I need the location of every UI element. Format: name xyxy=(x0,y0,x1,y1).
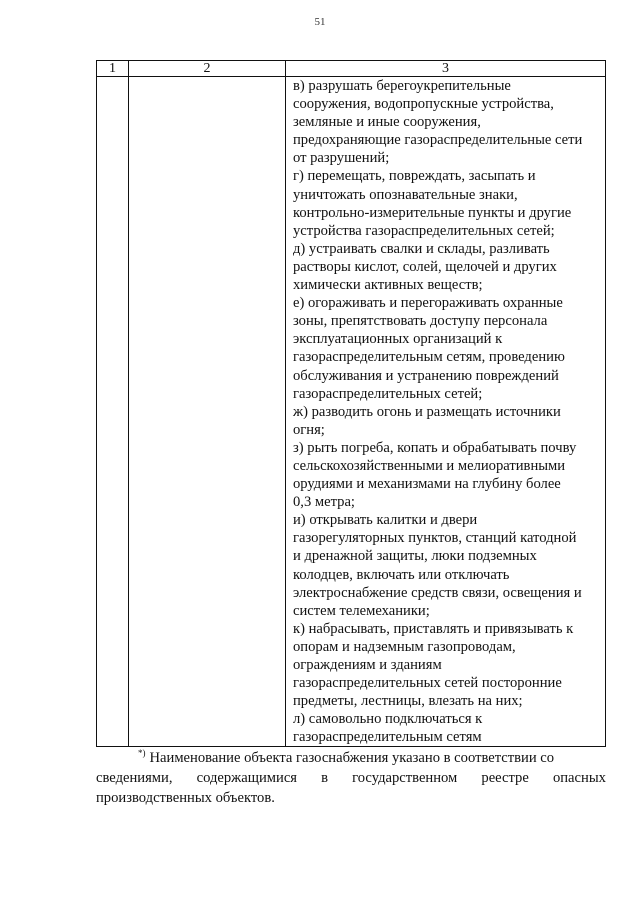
prohibitions-list xyxy=(286,77,605,746)
cell-col-3 xyxy=(286,77,606,747)
footnote-word: содержащимися xyxy=(196,770,298,786)
list-item: з) рыть погреба, копать и обрабатывать почву xyxy=(293,439,577,456)
list-item: г) перемещать, повреждать, засыпать и xyxy=(293,168,536,185)
list-item: сооружения, водопропускные устройства, xyxy=(293,96,554,113)
list-item: эксплуатационных организаций к xyxy=(293,331,503,348)
cell-col-1 xyxy=(97,77,129,747)
list-item: в) разрушать берегоукрепительные xyxy=(293,78,511,94)
list-item: колодцев, включать или отключать xyxy=(293,566,510,583)
header-col-3: 3 xyxy=(286,61,606,77)
page-number: 51 xyxy=(314,16,326,28)
footnote-word: государственном xyxy=(352,770,458,786)
list-item: л) самовольно подключаться к xyxy=(293,711,483,728)
header-col-2: 2 xyxy=(129,61,286,77)
footnote-text-1: Наименование объекта газоснабжения указано в соответствии со xyxy=(149,750,555,766)
list-item: е) огораживать и перегораживать охранные xyxy=(293,295,563,312)
list-item: предметы, лестницы, влезать на них; xyxy=(293,693,523,710)
footnote-line-3: производственных объектов. xyxy=(96,790,275,806)
list-item: контрольно-измерительные пункты и другие xyxy=(293,204,572,221)
list-item: газораспределительных сетей посторонние xyxy=(293,675,562,692)
list-item: от разрушений; xyxy=(293,150,390,167)
header-col-1: 1 xyxy=(97,61,129,77)
list-item: сельскохозяйственными и мелиоративными xyxy=(293,457,566,474)
list-item: устройства газораспределительных сетей; xyxy=(293,222,555,239)
footnote-word: сведениями, xyxy=(96,770,173,786)
list-item: 0,3 метра; xyxy=(293,494,355,511)
list-item: уничтожать опознавательные знаки, xyxy=(293,186,518,203)
footnote-marker: *) xyxy=(138,748,146,758)
requirements-table xyxy=(96,60,606,747)
footnote-line-1 xyxy=(96,743,606,768)
list-item: ж) разводить огонь и размещать источники xyxy=(293,403,561,420)
list-item: земляные и иные сооружения, xyxy=(293,114,481,131)
list-item: предохраняющие газораспределительные сети xyxy=(293,132,583,149)
list-item: зоны, препятствовать доступу персонала xyxy=(293,313,548,330)
list-item: химически активных веществ; xyxy=(293,277,483,294)
footnote-word: реестре xyxy=(481,770,529,786)
list-item: и дренажной защиты, люки подземных xyxy=(293,548,537,565)
list-item: газорегуляторных пунктов, станций катодной xyxy=(293,530,577,547)
footnote-word: опасных xyxy=(552,770,606,786)
list-item: обслуживания и устранению повреждений xyxy=(293,367,559,384)
list-item: ограждениям и зданиям xyxy=(293,657,442,673)
list-item: и) открывать калитки и двери xyxy=(293,512,478,529)
list-item: орудиями и механизмами на глубину более xyxy=(293,476,561,493)
list-item: электроснабжение средств связи, освещения и xyxy=(293,584,582,601)
list-item: систем телемеханики; xyxy=(293,602,430,619)
table-header-row xyxy=(97,61,606,77)
footnote-line-2 xyxy=(96,768,606,788)
list-item: растворы кислот, солей, щелочей и других xyxy=(293,258,557,275)
list-item: к) набрасывать, приставлять и привязывать к xyxy=(293,620,574,637)
list-item: огня; xyxy=(293,421,325,438)
list-item: д) устраивать свалки и склады, разливать xyxy=(293,240,550,257)
list-item: опорам и надземным газопроводам, xyxy=(293,638,516,655)
footnote-word: в xyxy=(321,770,329,786)
list-item: газораспределительным сетям xyxy=(293,729,482,746)
list-item: газораспределительных сетей; xyxy=(293,385,483,402)
list-item: газораспределительным сетям, проведению xyxy=(293,349,565,366)
cell-col-2 xyxy=(129,77,286,747)
footnote xyxy=(96,743,606,808)
table-row xyxy=(97,77,606,747)
